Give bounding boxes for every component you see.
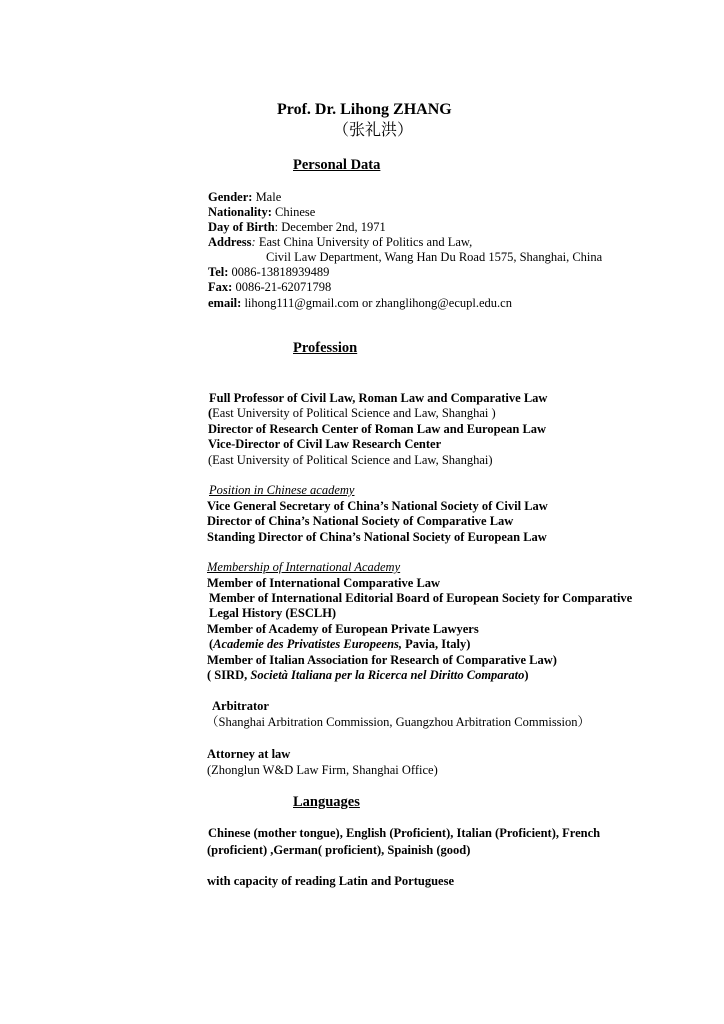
academy-item: Vice General Secretary of China’s National Society of Civil Law <box>207 499 548 513</box>
profession-line-5: (East University of Political Science and Law, Shanghai) <box>208 453 493 467</box>
nationality-label: Nationality: <box>208 205 272 219</box>
membership-line-5-italic: Academie des Privatistes Europeens, <box>213 637 403 651</box>
cv-name: Prof. Dr. Lihong ZHANG <box>277 101 452 118</box>
nationality-value: Chinese <box>271 205 316 219</box>
membership-heading: Membership of International Academy <box>207 560 401 574</box>
nationality-row <box>208 205 315 220</box>
cv-chinese-name: （张礼洪） <box>333 120 414 139</box>
membership-line-5-open: ( <box>209 637 214 651</box>
address-line-1: East China University of Politics and Law, <box>255 235 473 249</box>
gender-value: Male <box>252 190 282 204</box>
personal-data-heading: Personal Data <box>293 157 381 173</box>
birth-label: Day of Birth <box>208 220 275 234</box>
profession-line-2-text: East University of Political Science and Law, Shanghai ) <box>212 406 496 420</box>
membership-line-5-rest: Pavia, Italy) <box>402 637 471 651</box>
fax-label: Fax: <box>208 280 233 294</box>
membership-line-7-close: ) <box>524 668 529 682</box>
membership-line-6: Member of Italian Association for Research of Comparative Law) <box>207 653 557 667</box>
arbitrator-detail: （Shanghai Arbitration Commission, Guangzhou Arbitration Commission） <box>206 715 591 729</box>
gender-row <box>208 190 281 205</box>
address-label: Address <box>208 235 252 249</box>
membership-line-4: Member of Academy of European Private Lawyers <box>207 622 479 636</box>
membership-line-5 <box>209 637 470 652</box>
tel-row <box>208 265 329 280</box>
academy-item: Director of China’s National Society of Comparative Law <box>207 514 514 528</box>
membership-line-3: Legal History (ESCLH) <box>209 606 337 620</box>
profession-line-4: Vice-Director of Civil Law Research Center <box>208 437 442 451</box>
membership-line-7 <box>207 668 529 683</box>
address-row <box>208 235 472 250</box>
email-row <box>208 296 512 311</box>
profession-heading: Profession <box>293 340 358 356</box>
fax-row <box>208 280 331 295</box>
address-line-2: Civil Law Department, Wang Han Du Road 1575, Shanghai, China <box>266 250 603 264</box>
tel-value: 0086-13818939489 <box>228 265 330 279</box>
languages-line-2: (proficient) ,German( proficient), Spainish (good) <box>207 843 471 857</box>
tel-label: Tel: <box>208 265 229 279</box>
gender-label: Gender: <box>208 190 253 204</box>
profession-line-1: Full Professor of Civil Law, Roman Law and Comparative Law <box>209 391 548 405</box>
academy-heading: Position in Chinese academy <box>209 483 355 497</box>
attorney-detail: (Zhonglun W&D Law Firm, Shanghai Office) <box>207 763 438 777</box>
arbitrator-title: Arbitrator <box>212 699 269 713</box>
profession-line-2-paren: ( <box>208 406 213 420</box>
attorney-title: Attorney at law <box>207 747 291 761</box>
email-value: lihong111@gmail.com or zhanglihong@ecupl.edu.cn <box>241 296 512 310</box>
languages-heading: Languages <box>293 794 360 810</box>
languages-line-3: with capacity of reading Latin and Portuguese <box>207 874 454 888</box>
birth-row <box>208 220 386 235</box>
email-label: email: <box>208 296 242 310</box>
membership-line-2: Member of International Editorial Board of European Society for Comparative <box>209 591 633 605</box>
academy-item: Standing Director of China’s National Society of European Law <box>207 530 547 544</box>
languages-line-1: Chinese (mother tongue), English (Proficient), Italian (Proficient), French <box>208 826 601 840</box>
membership-line-7-open: ( SIRD, <box>207 668 251 682</box>
address-colon: : <box>251 235 256 249</box>
membership-line-7-italic: Società Italiana per la Ricerca nel Diritto Comparato <box>250 668 525 682</box>
profession-line-3: Director of Research Center of Roman Law and European Law <box>208 422 547 436</box>
membership-line-1: Member of International Comparative Law <box>207 576 441 590</box>
fax-value: 0086-21-62071798 <box>232 280 332 294</box>
birth-value: : December 2nd, 1971 <box>274 220 386 234</box>
profession-line-2 <box>208 406 496 421</box>
